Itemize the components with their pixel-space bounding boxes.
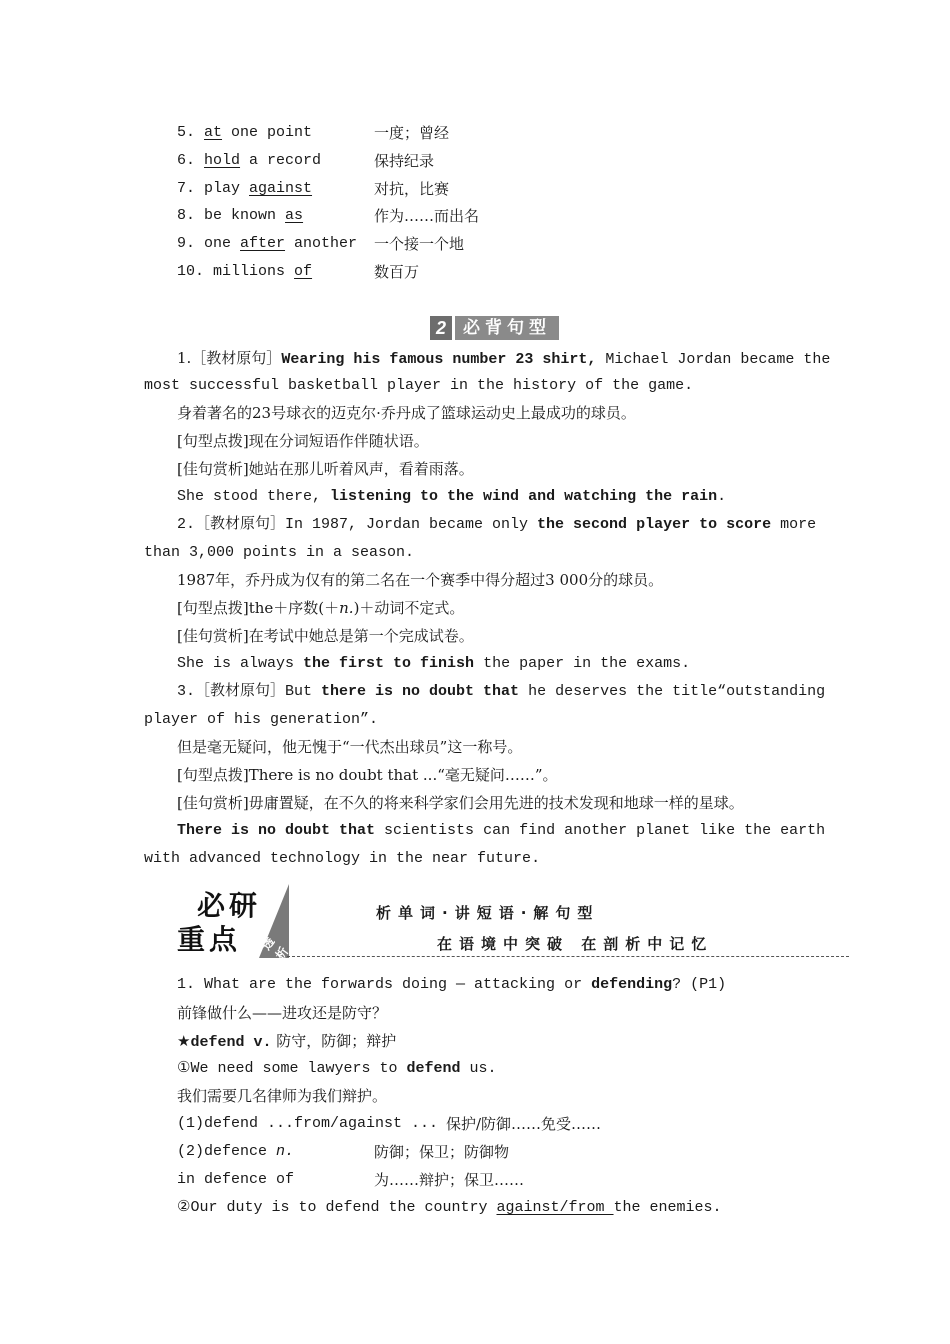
phrase-en	[177, 234, 357, 254]
phrase-prefix: 7. play	[177, 180, 250, 197]
phrase-1-zh: 保护/防御……免受……	[446, 1115, 602, 1133]
sentence-2-example-en	[177, 654, 690, 674]
focus-question-translation: 前锋做什么——进攻还是防守？	[177, 1004, 388, 1022]
phrase-en	[177, 206, 303, 226]
sentence-1-rest: Michael Jordan became the	[596, 351, 831, 368]
sentence-3-highlight: there is no doubt that	[321, 683, 520, 700]
example-text: the paper in the exams.	[474, 655, 691, 672]
sentence-3-source: 3.［教材原句］But	[177, 683, 322, 700]
example-text: ①We need some lawyers to	[177, 1060, 407, 1077]
phrase-text: (2)defence	[177, 1143, 277, 1160]
star-icon: ★	[177, 1032, 191, 1050]
banner-title-top: 必研	[197, 889, 262, 922]
example-highlight: There is no doubt that	[177, 822, 376, 839]
phrase-blank-answer: against	[249, 180, 313, 197]
phrase-en	[177, 151, 321, 171]
banner-tag: 透析	[258, 934, 292, 963]
phrase-blank-answer: as	[285, 207, 304, 224]
sentence-1-line-1	[177, 348, 830, 370]
banner-title-bottom: 重点	[177, 923, 242, 956]
section-banner-key-points	[175, 884, 292, 963]
sentence-3-tip: [句型点拨]There is no doubt that ...“毫无疑问……”。	[177, 766, 558, 784]
example-text: the enemies.	[613, 1199, 722, 1216]
example-text: scientists can find another planet like the earth	[375, 822, 826, 839]
phrase-blank-answer: hold	[204, 152, 241, 169]
sentence-2-line-2: than 3,000 points in a season.	[144, 544, 415, 561]
sentence-1-example-en	[177, 487, 726, 507]
phrase-3-zh: 为……辩护；保卫……	[374, 1171, 525, 1189]
example-blank-answer: against/from	[496, 1199, 614, 1216]
example-text: She is always	[177, 655, 304, 672]
phrase-1-en: (1)defend ...from/against ...	[177, 1115, 439, 1132]
sentence-3-line-1	[177, 682, 825, 702]
phrase-pos: n.	[276, 1143, 295, 1160]
sentence-1-line-2: most successful basketball player in the history of the game.	[144, 377, 694, 394]
phrase-prefix: 10. millions	[177, 263, 295, 280]
question-keyword: defending	[591, 976, 673, 993]
focus-question	[177, 975, 726, 995]
example-text: She stood there,	[177, 488, 331, 505]
section-header-sentences	[430, 316, 559, 340]
phrase-meaning: 对抗，比赛	[374, 180, 450, 198]
phrase-prefix: 6.	[177, 152, 205, 169]
banner-divider	[287, 956, 849, 957]
sentence-1-translation: 身着著名的23号球衣的迈克尔·乔丹成了篮球运动史上最成功的球员。	[177, 404, 636, 422]
phrase-meaning: 保持纪录	[374, 152, 435, 170]
sentence-3-rest: he deserves the title“outstanding	[519, 683, 826, 700]
sentence-2-source: 2.［教材原句］In 1987, Jordan became only	[177, 516, 538, 533]
section-title: 必背句型	[455, 316, 559, 340]
section-number: 2	[430, 316, 452, 340]
sentence-1-example-zh: [佳句赏析]她站在那儿听着风声，看着雨落。	[177, 460, 474, 478]
phrase-suffix: another	[285, 235, 358, 252]
phrase-blank-answer: of	[294, 263, 313, 280]
focus-example-1	[177, 1059, 497, 1079]
word-meaning: 防守，防御；辩护	[271, 1032, 397, 1050]
example-highlight: the first to finish	[303, 655, 475, 672]
tip-italic: n.	[339, 599, 354, 617]
banner-subtitle-2: 在语境中突破 在剖析中记忆	[437, 935, 714, 953]
focus-example-1-translation: 我们需要几名律师为我们辩护。	[177, 1087, 388, 1105]
question-text: 1. What are the forwards doing — attacking or	[177, 976, 592, 993]
tip-text: )＋动词不定式。	[353, 599, 465, 617]
sentence-2-translation: 1987年，乔丹成为仅有的第二名在一个赛季中得分超过3 000分的球员。	[177, 571, 664, 589]
phrase-prefix: 5.	[177, 124, 205, 141]
phrase-meaning: 一度；曾经	[374, 124, 450, 142]
sentence-2-rest: more	[771, 516, 817, 533]
example-text: ②Our duty is to defend the country	[177, 1199, 497, 1216]
sentence-3-example-zh: [佳句赏析]毋庸置疑，在不久的将来科学家们会用先进的技术发现和地球一样的星球。	[177, 794, 744, 812]
sentence-2-highlight: the second player to score	[537, 516, 772, 533]
phrase-en	[177, 179, 312, 199]
phrase-blank-answer: at	[204, 124, 223, 141]
phrase-prefix: 8. be known	[177, 207, 286, 224]
focus-word-entry	[177, 1031, 396, 1053]
sentence-1-source-label: 1.［教材原句］	[177, 349, 282, 367]
example-highlight: listening to the wind and watching the rain	[330, 488, 718, 505]
sentence-3-example-en	[177, 821, 825, 841]
phrase-meaning: 作为……而出名	[374, 207, 480, 225]
sentence-3-example-en-line-2: with advanced technology in the near future.	[144, 850, 541, 867]
banner-subtitle-1: 析单词·讲短语·解句型	[376, 904, 600, 922]
phrase-meaning: 一个接一个地	[374, 235, 465, 253]
sentence-2-line-1	[177, 515, 816, 535]
phrase-en	[177, 123, 312, 143]
example-text: us.	[460, 1060, 497, 1077]
phrase-3-en: in defence of	[177, 1171, 295, 1188]
sentence-2-example-zh: [佳句赏析]在考试中她总是第一个完成试卷。	[177, 627, 474, 645]
phrase-2-en	[177, 1142, 294, 1162]
sentence-1-highlight: Wearing his famous number 23 shirt,	[281, 351, 597, 368]
phrase-2-zh: 防御；保卫；防御物	[374, 1143, 510, 1161]
sentence-2-tip	[177, 598, 464, 618]
tip-text: [句型点拨]the＋序数(＋	[177, 599, 340, 617]
phrase-meaning: 数百万	[374, 263, 420, 281]
example-keyword: defend	[406, 1060, 461, 1077]
sentence-3-line-2: player of his generation”.	[144, 711, 379, 728]
focus-example-2	[177, 1198, 722, 1218]
sentence-1-tip: [句型点拨]现在分词短语作伴随状语。	[177, 432, 429, 450]
phrase-blank-answer: after	[240, 235, 286, 252]
question-text: ? (P1)	[672, 976, 727, 993]
phrase-suffix: a record	[240, 152, 322, 169]
phrase-en	[177, 262, 312, 282]
phrase-prefix: 9. one	[177, 235, 241, 252]
example-text: .	[717, 488, 727, 505]
sentence-3-translation: 但是毫无疑问，他无愧于“一代杰出球员”这一称号。	[177, 738, 523, 756]
phrase-suffix: one point	[222, 124, 313, 141]
word-headword: defend v.	[190, 1034, 272, 1051]
